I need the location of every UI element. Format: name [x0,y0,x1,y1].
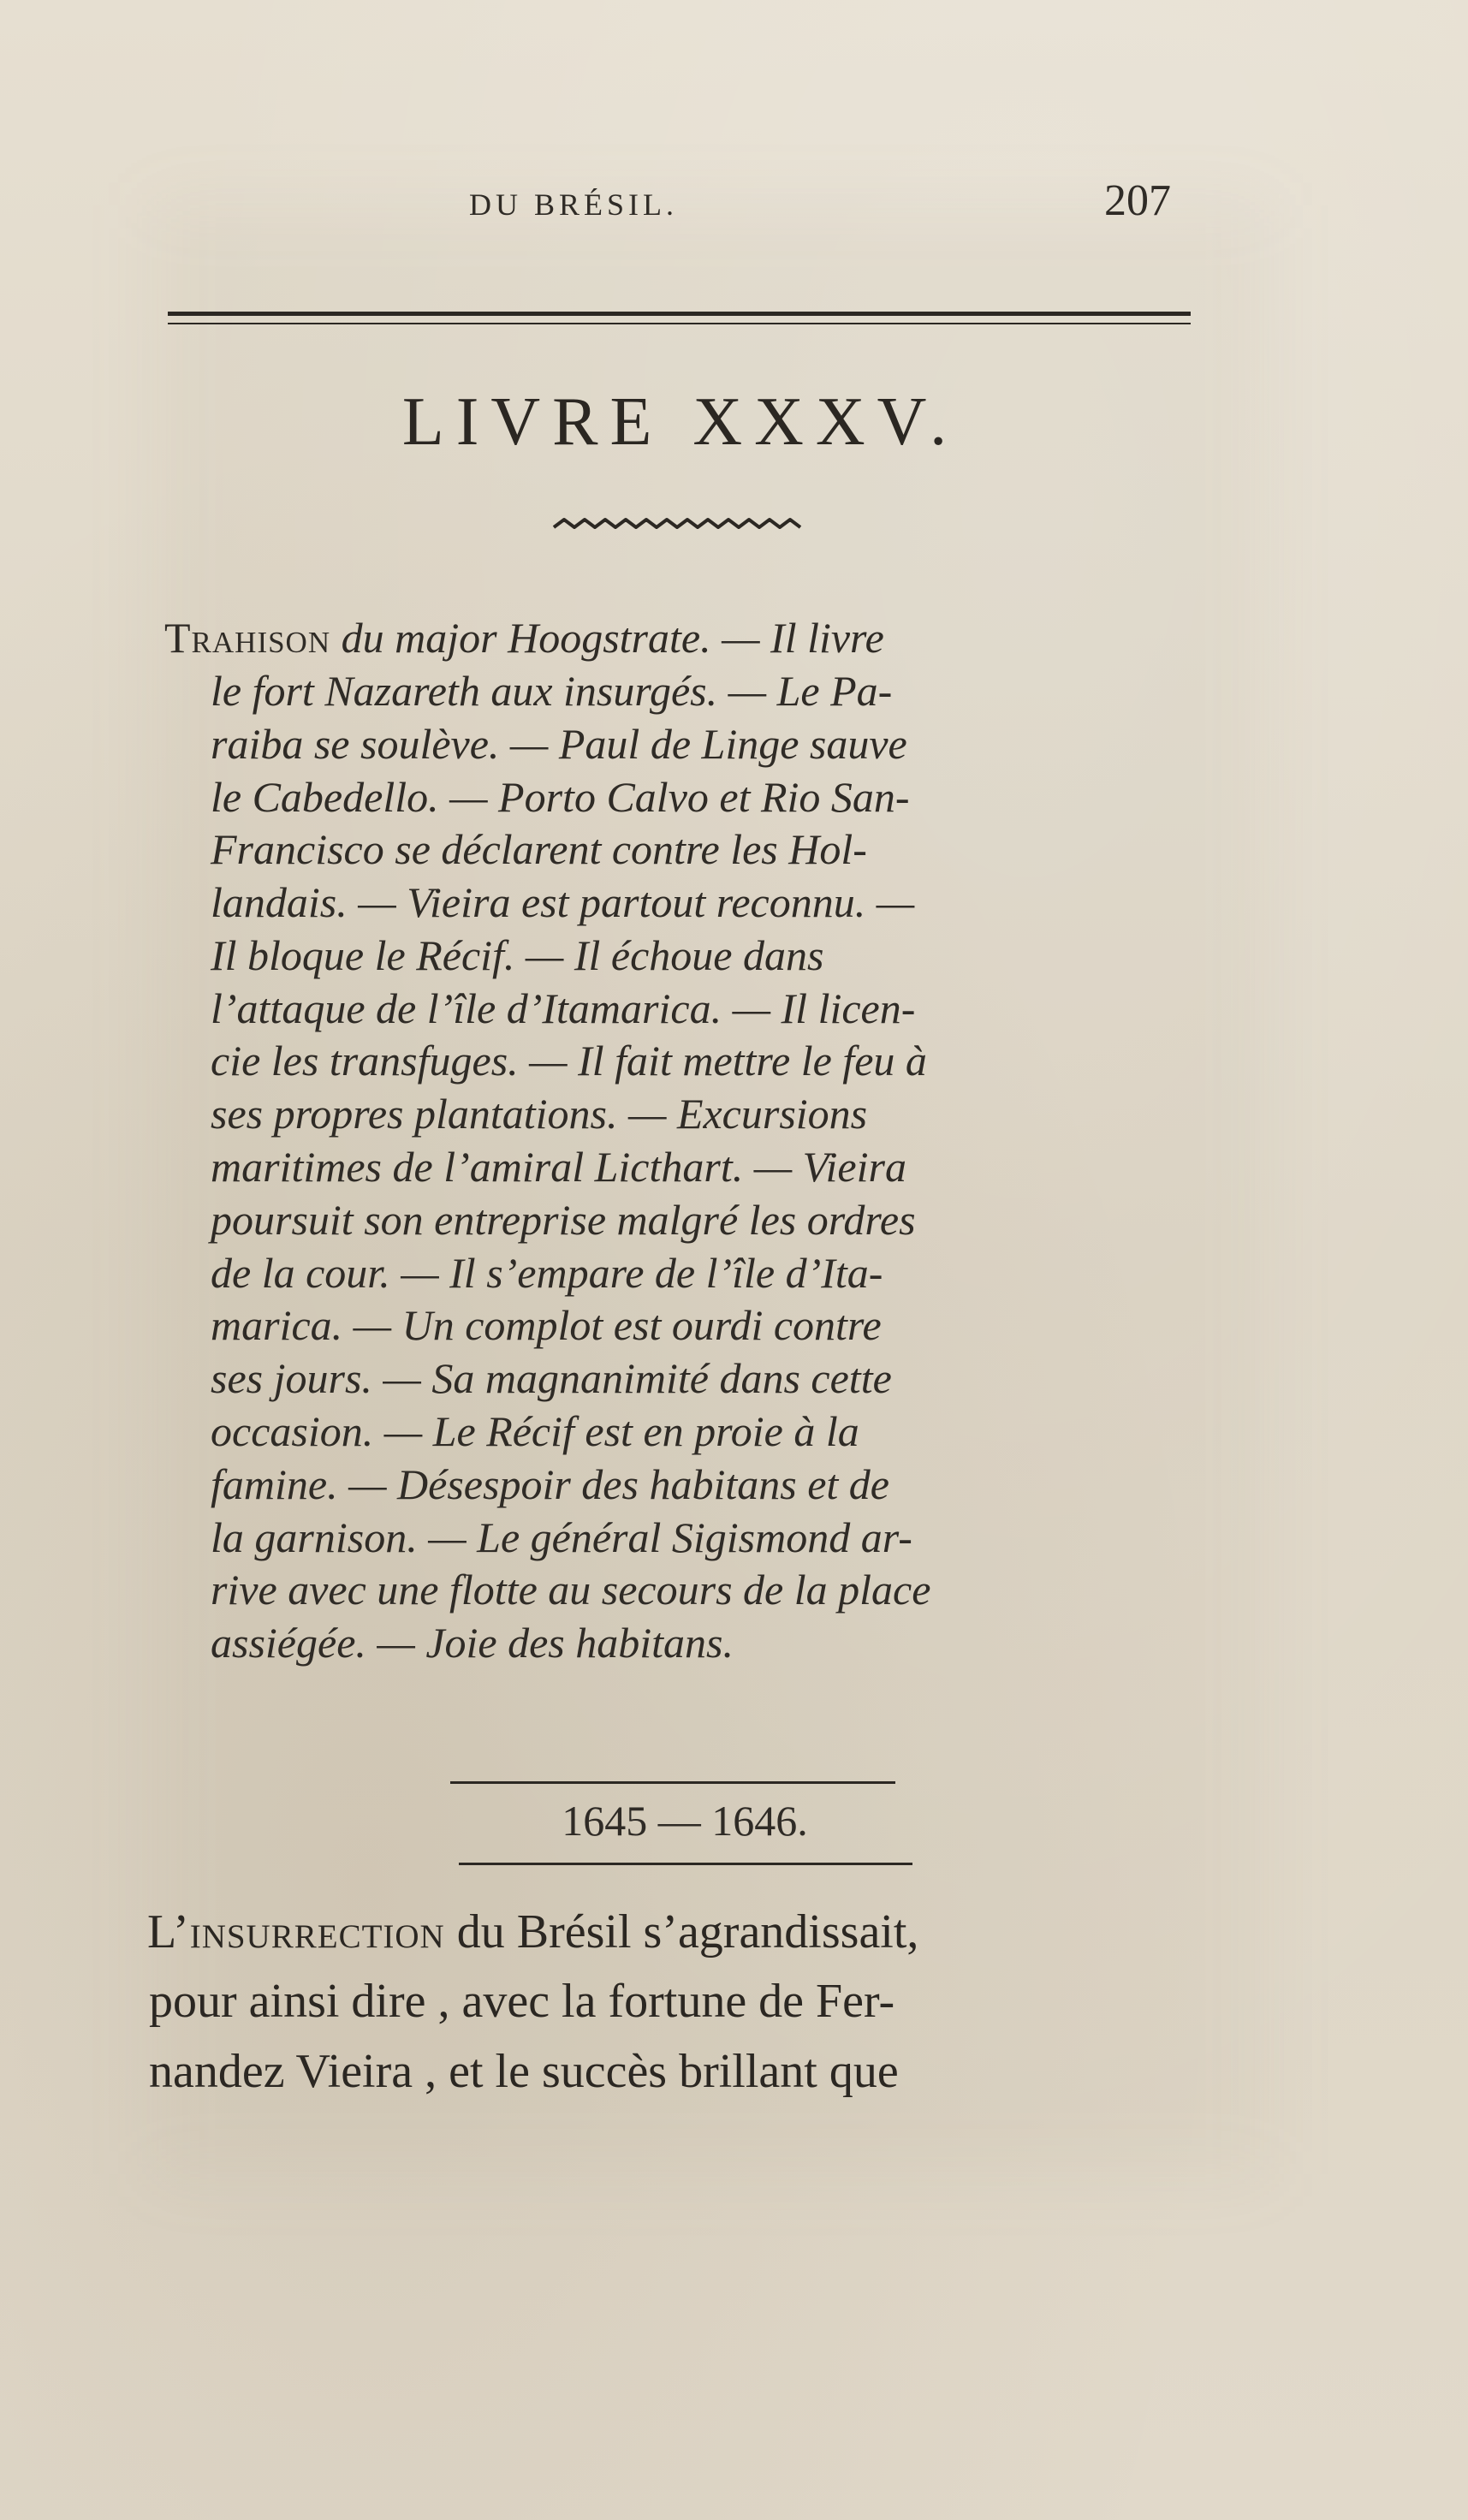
summary-line: poursuit son entreprise malgré les ordres [211,1196,916,1244]
summary-line: cie les transfuges. — Il fait mettre le feu à [211,1037,927,1085]
summary-line: Francisco se déclarent contre les Hol- [211,825,867,873]
summary-line: occasion. — Le Récif est en proie à la [211,1407,859,1455]
summary-line: le fort Nazareth aux insurgés. — Le Pa- [211,667,893,715]
summary-line: rive avec une flotte au secours de la place [211,1566,931,1614]
summary-line: raiba se soulève. — Paul de Linge sauve [211,720,907,768]
summary-line: famine. — Désespoir des habitans et de [211,1460,889,1508]
body-line: pour ainsi dire , avec la fortune de Fer- [149,1975,895,2028]
summary-line: maritimes de l’amiral Licthart. — Vieira [211,1143,906,1191]
summary-line: ses jours. — Sa magnanimité dans cette [211,1354,892,1402]
summary-line: landais. — Vieira est partout reconnu. — [211,878,915,926]
summary-line: Trahison du major Hoogstrate. — Il livre [164,614,884,662]
date-rule-top [450,1781,895,1784]
running-title: DU BRÉSIL. [468,187,678,222]
summary-line: l’attaque de l’île d’Itamarica. — Il licen- [211,984,916,1032]
header-double-rule [168,312,1191,316]
date-rule-bottom [459,1863,912,1865]
body-line: nandez Vieira , et le succès brillant que [149,2045,899,2098]
summary-lead-word: Trahison [164,614,331,662]
summary-line: ses propres plantations. — Excursions [211,1090,868,1138]
summary-line: assiégée. — Joie des habitans. [211,1619,734,1667]
title-ornament [552,512,809,538]
summary-line: Il bloque le Récif. — Il échoue dans [211,931,824,979]
page-number: 207 [1104,176,1171,225]
book-title: LIVRE XXXV. [401,384,960,460]
summary-line: la garnison. — Le général Sigismond ar- [211,1513,912,1561]
body-line: L’insurrection du Brésil s’agrandissait, [147,1905,919,1958]
summary-line: le Cabedello. — Porto Calvo et Rio San- [211,773,910,821]
date-range: 1645 — 1646. [562,1797,808,1845]
body-lead-word: L’insurrection [147,1905,445,1958]
summary-line: de la cour. — Il s’empare de l’île d’Ita- [211,1249,883,1297]
summary-line: marica. — Un complot est ourdi contre [211,1301,882,1349]
